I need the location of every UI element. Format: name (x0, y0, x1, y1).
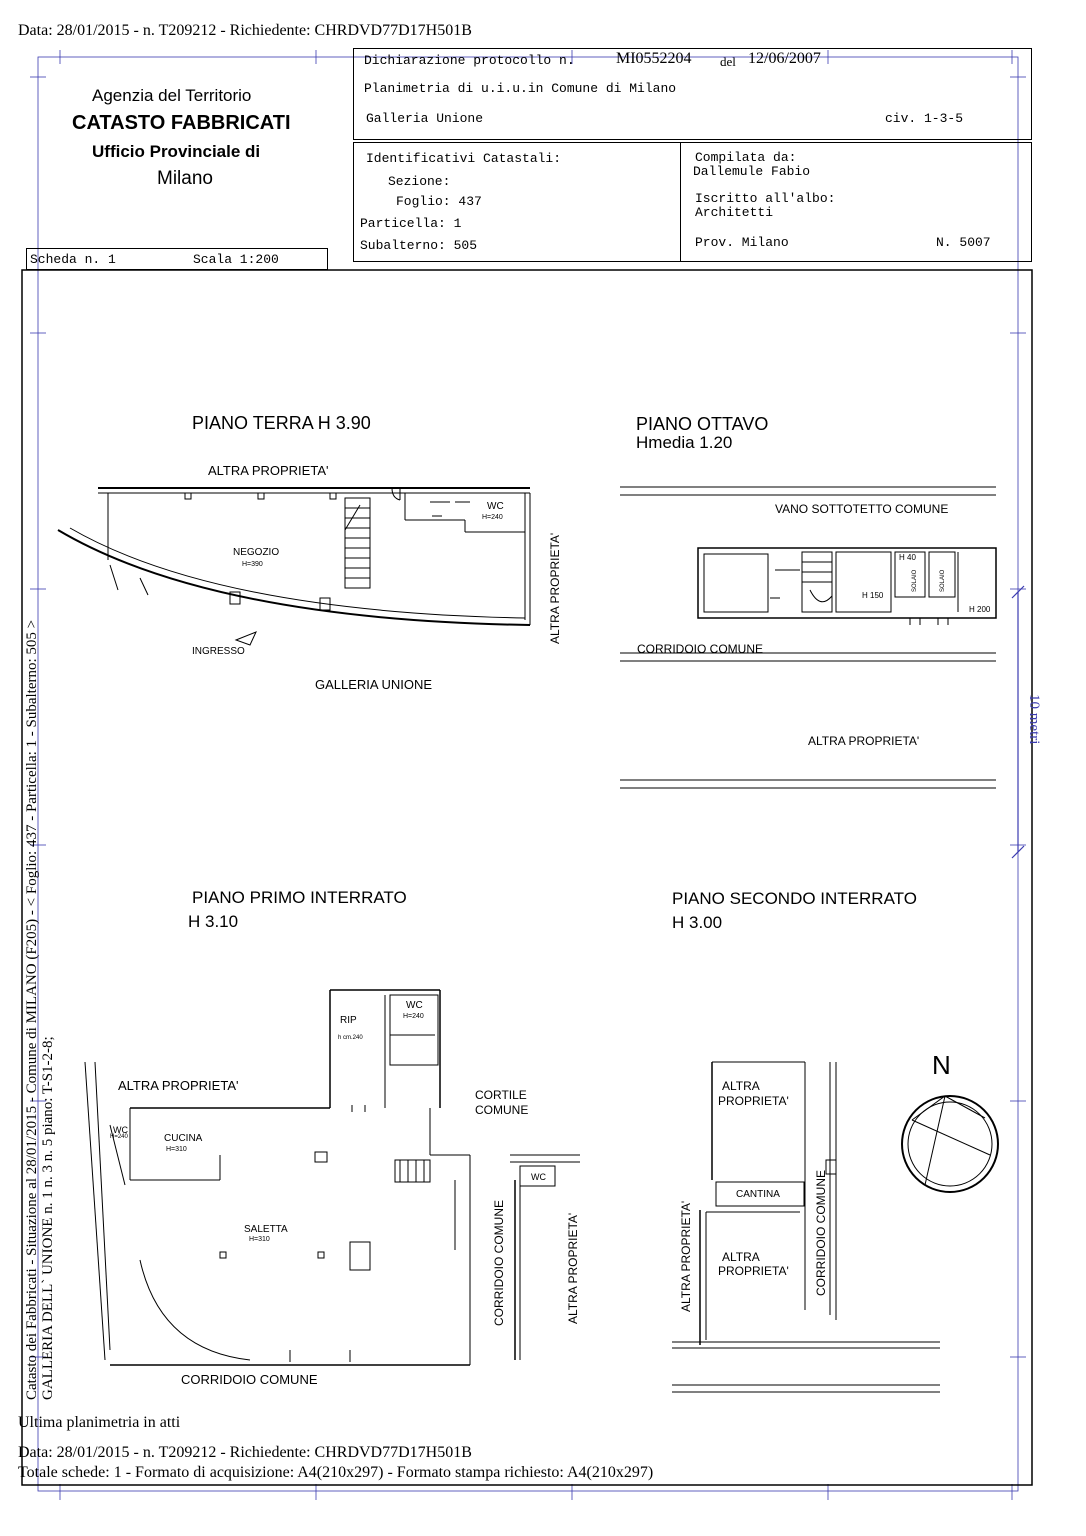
scheda-label: Scheda n. 1 (30, 252, 116, 267)
protocol-title: Planimetria di u.i.u.in Comune di Milano (364, 81, 677, 96)
protocol-label: Dichiarazione protocollo n. (364, 53, 575, 68)
primo-title: PIANO PRIMO INTERRATO (192, 888, 407, 907)
protocol-del: del (720, 54, 736, 69)
primo-corridoio-v: CORRIDOIO COMUNE (492, 1200, 506, 1326)
primo-wc2-h: H=240 (110, 1134, 128, 1140)
protocol-date: 12/06/2007 (748, 50, 821, 67)
north-arrow-label: N (932, 1050, 951, 1080)
ottavo-solaio2: SOLAIO (940, 569, 946, 592)
primo-saletta-h: H=310 (249, 1236, 270, 1243)
terra-negozio: NEGOZIO (233, 547, 280, 558)
identifiers-title: Identificativi Catastali: (366, 151, 562, 166)
footer-data: Data: 28/01/2015 - n. T209212 - Richiedente: CHRDVD77D17H501B (18, 1444, 472, 1461)
primo-saletta: SALETTA (244, 1224, 288, 1235)
compiler-label: Compilata da: (695, 150, 797, 165)
plan-piano-terra (58, 488, 530, 645)
primo-rip-h: h cm.240 (338, 1035, 363, 1041)
terra-altra-right: ALTRA PROPRIETA' (548, 532, 562, 644)
secondo-altra1b: PROPRIETA' (718, 1094, 789, 1108)
terra-wc-h: H=240 (482, 514, 503, 521)
primo-wc-h: H=240 (403, 1013, 424, 1020)
plan-piano-secondo-interrato (672, 1062, 998, 1392)
primo-cortile: CORTILE (475, 1088, 527, 1102)
primo-cucina: CUCINA (164, 1133, 203, 1144)
agency-line2: CATASTO FABBRICATI (72, 112, 291, 134)
side-text-line1: Catasto dei Fabbricati - Situazione al 28/01/2015 - Comune di MILANO (F205) - < Foglio: 437 - Particella: 1 - Subalterno: 505 > (24, 619, 40, 1400)
compiler-albo-label: Iscritto all'albo: (695, 191, 836, 206)
ottavo-solaio1: SOLAIO (912, 569, 918, 592)
protocol-address: Galleria Unione (366, 111, 484, 126)
agency-line3: Ufficio Provinciale di (92, 142, 261, 161)
identifiers-subalterno: Subalterno: 505 (360, 238, 478, 253)
agency-line4: Milano (157, 168, 213, 189)
agency-line1: Agenzia del Territorio (92, 86, 252, 105)
secondo-title: PIANO SECONDO INTERRATO (672, 889, 917, 908)
footer-ultima: Ultima planimetria in atti (18, 1414, 181, 1431)
primo-altra: ALTRA PROPRIETA' (118, 1078, 239, 1093)
compiler-n: N. 5007 (936, 235, 991, 250)
primo-altra-v: ALTRA PROPRIETA' (566, 1212, 580, 1324)
primo-wc2: WC (113, 1125, 128, 1135)
terra-wc: WC (487, 501, 504, 512)
primo-h: H 3.10 (188, 912, 239, 931)
primo-rip: RIP (340, 1015, 357, 1026)
compiler-name: Dallemule Fabio (693, 164, 811, 179)
primo-cucina-h: H=310 (166, 1146, 187, 1153)
ottavo-title: PIANO OTTAVO (636, 414, 769, 434)
ottavo-vano: VANO SOTTOTETTO COMUNE (775, 502, 949, 516)
primo-corridoio: CORRIDOIO COMUNE (181, 1372, 318, 1387)
ottavo-corridoio: CORRIDOIO COMUNE (637, 642, 763, 656)
terra-title: PIANO TERRA H 3.90 (192, 413, 371, 433)
identifiers-sezione: Sezione: (388, 174, 451, 189)
identifiers-particella: Particella: 1 (360, 216, 462, 231)
ottavo-h40: H 40 (899, 553, 916, 562)
terra-galleria: GALLERIA UNIONE (315, 677, 433, 692)
secondo-altra-v: ALTRA PROPRIETA' (679, 1200, 693, 1312)
header-data-line: Data: 28/01/2015 - n. T209212 - Richiedente: CHRDVD77D17H501B (18, 22, 472, 39)
secondo-h: H 3.00 (672, 913, 723, 932)
primo-wc3: WC (531, 1172, 546, 1182)
ottavo-altra: ALTRA PROPRIETA' (808, 734, 920, 748)
secondo-cantina: CANTINA (736, 1189, 780, 1200)
terra-ingresso: INGRESSO (192, 646, 245, 657)
scala-label: Scala 1:200 (193, 252, 279, 267)
secondo-altra2b: PROPRIETA' (718, 1264, 789, 1278)
secondo-altra1a: ALTRA (722, 1079, 760, 1093)
identifiers-foglio: Foglio: 437 (396, 194, 482, 209)
secondo-corridoio-v: CORRIDOIO COMUNE (814, 1170, 828, 1296)
ottavo-h200: H 200 (969, 605, 991, 614)
side-text-line2: GALLERIA DELL` UNIONE n. 1 n. 3 n. 5 piano: T-S1-2-8; (40, 1036, 56, 1400)
ottavo-h150: H 150 (862, 591, 884, 600)
primo-comune: COMUNE (475, 1103, 529, 1117)
secondo-altra2a: ALTRA (722, 1250, 760, 1264)
protocol-civ: civ. 1-3-5 (885, 111, 964, 126)
ottavo-hmedia: Hmedia 1.20 (636, 433, 733, 452)
primo-wc: WC (406, 1000, 423, 1011)
terra-altra-top: ALTRA PROPRIETA' (208, 463, 329, 478)
terra-negozio-h: H=390 (242, 561, 263, 568)
compiler-albo: Architetti (695, 205, 774, 220)
compiler-prov: Prov. Milano (695, 235, 789, 250)
scale-bar-label: 10 metri (1026, 694, 1042, 745)
protocol-number: MI0552204 (616, 50, 692, 67)
footer-totale: Totale schede: 1 - Formato di acquisizione: A4(210x297) - Formato stampa richiesto: A4(210x297) (18, 1464, 654, 1481)
